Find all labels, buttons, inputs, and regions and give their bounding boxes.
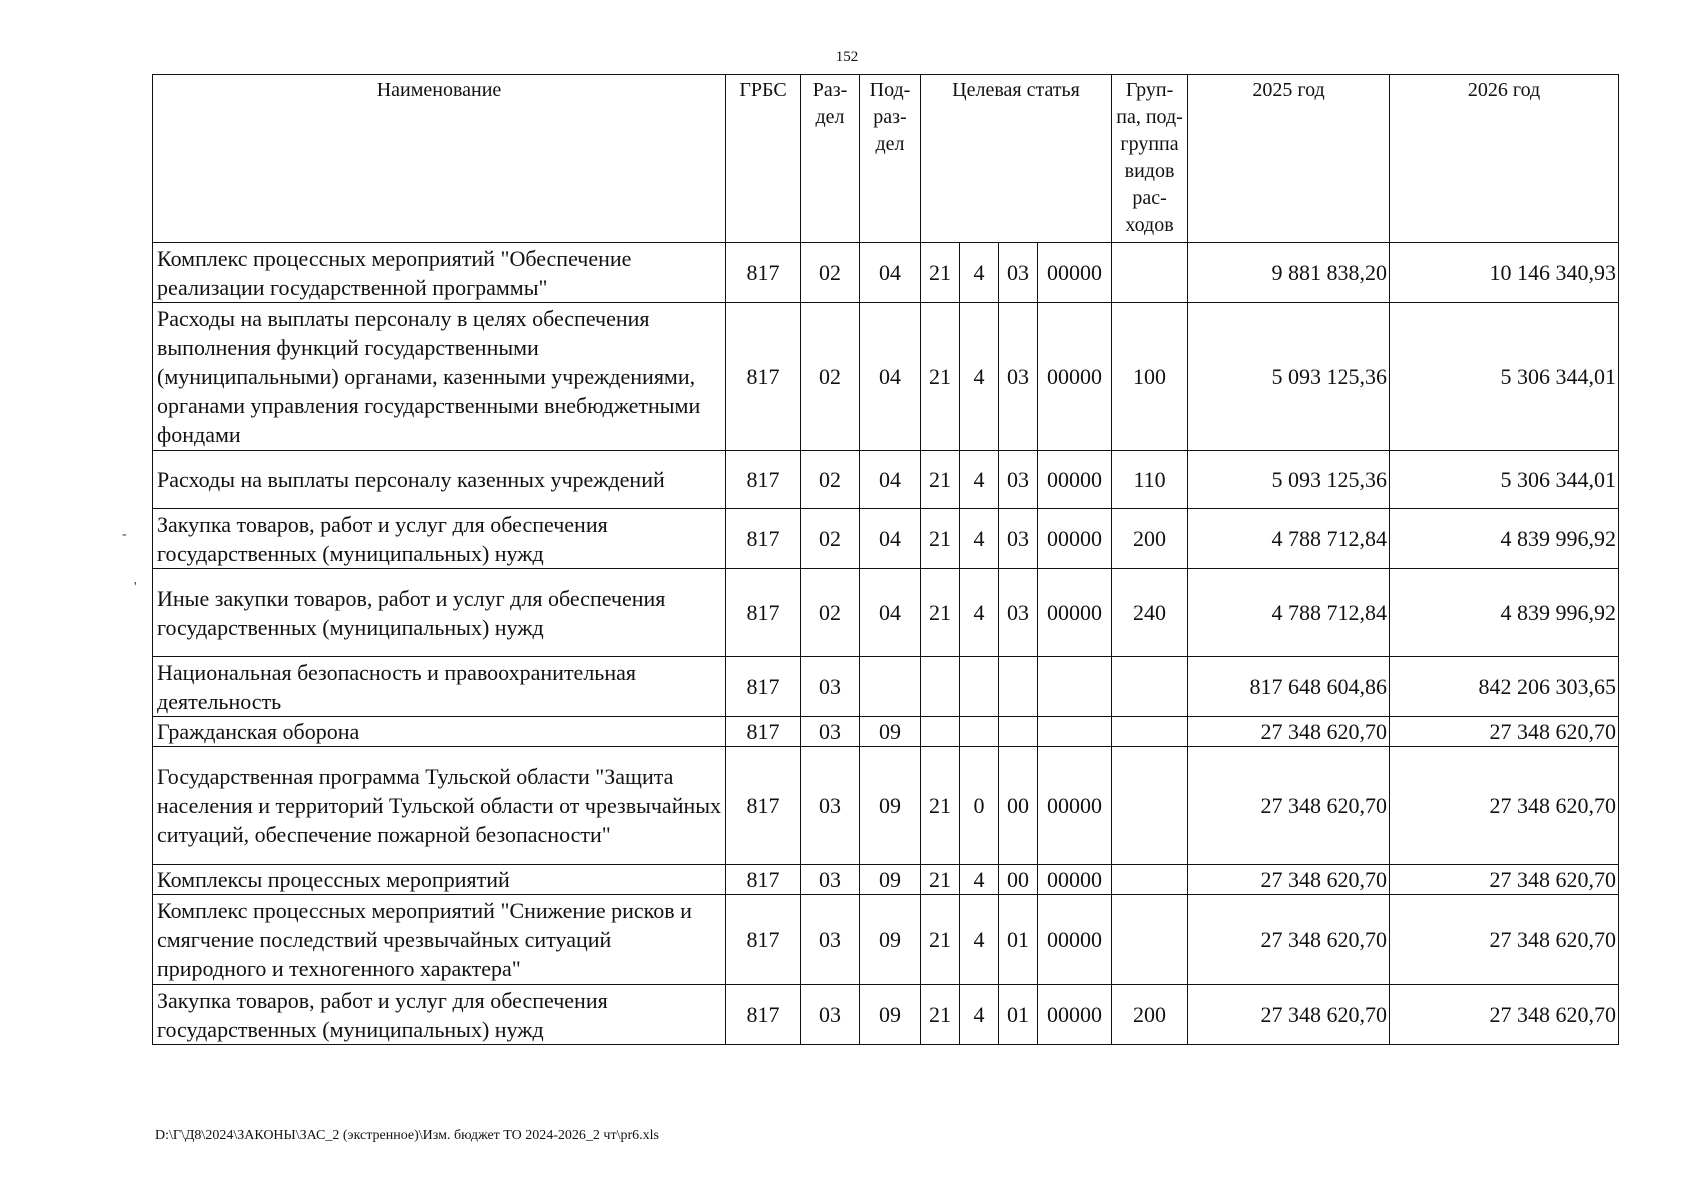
page-number: 152: [835, 49, 859, 65]
cell-grbs: 817: [726, 747, 801, 865]
table-row: [153, 509, 1619, 569]
cell-direction: 00000: [1038, 747, 1112, 865]
cell-grbs: 817: [726, 657, 801, 717]
cell-vid-raskhodov: 240: [1112, 569, 1188, 657]
cell-direction: 00000: [1038, 303, 1112, 451]
cell-grbs: 817: [726, 303, 801, 451]
cell-program: 21: [921, 865, 960, 895]
cell-vid-raskhodov: 200: [1112, 985, 1188, 1045]
cell-2025: 27 348 620,70: [1188, 895, 1390, 985]
cell-direction: [1038, 657, 1112, 717]
cell-direction: 00000: [1038, 865, 1112, 895]
header-podrazdel: Под- раз- дел: [860, 75, 921, 243]
header-name: Наименование: [153, 75, 726, 243]
cell-2026: 27 348 620,70: [1390, 747, 1619, 865]
cell-grbs: 817: [726, 509, 801, 569]
cell-program: 21: [921, 509, 960, 569]
cell-direction: 00000: [1038, 451, 1112, 509]
table-row: [153, 747, 1619, 865]
cell-razdel: 02: [801, 451, 860, 509]
cell-2025: 817 648 604,86: [1188, 657, 1390, 717]
cell-program: [921, 717, 960, 747]
table-row: [153, 865, 1619, 895]
cell-name: Расходы на выплаты персоналу в целях обеспечения выполнения функций государственными (муниципальными) органами, казенными учреждениями, органами управления государственными внебюджетными фондами: [153, 303, 726, 451]
cell-grbs: 817: [726, 569, 801, 657]
cell-vid-raskhodov: [1112, 747, 1188, 865]
cell-razdel: 02: [801, 303, 860, 451]
cell-name: Закупка товаров, работ и услуг для обеспечения государственных (муниципальных) нужд: [153, 985, 726, 1045]
cell-program: [921, 657, 960, 717]
header-2025: 2025 год: [1188, 75, 1390, 243]
cell-grbs: 817: [726, 865, 801, 895]
cell-2026: 4 839 996,92: [1390, 509, 1619, 569]
cell-type: 4: [960, 985, 999, 1045]
cell-2025: 9 881 838,20: [1188, 243, 1390, 303]
cell-type: 4: [960, 865, 999, 895]
cell-razdel: 03: [801, 717, 860, 747]
cell-name: Комплекс процессных мероприятий "Обеспечение реализации государственной программы": [153, 243, 726, 303]
header-2026: 2026 год: [1390, 75, 1619, 243]
cell-2025: 27 348 620,70: [1188, 985, 1390, 1045]
cell-podrazdel: 04: [860, 569, 921, 657]
table-row: [153, 451, 1619, 509]
cell-name: Расходы на выплаты персоналу казенных учреждений: [153, 451, 726, 509]
cell-direction: [1038, 717, 1112, 747]
cell-razdel: 02: [801, 509, 860, 569]
cell-name: Иные закупки товаров, работ и услуг для обеспечения государственных (муниципальных) нужд: [153, 569, 726, 657]
cell-podrazdel: 09: [860, 865, 921, 895]
cell-2026: 27 348 620,70: [1390, 865, 1619, 895]
cell-name: Комплексы процессных мероприятий: [153, 865, 726, 895]
cell-vid-raskhodov: 200: [1112, 509, 1188, 569]
header-grbs: ГРБС: [726, 75, 801, 243]
cell-program: 21: [921, 569, 960, 657]
cell-direction: 00000: [1038, 509, 1112, 569]
cell-2026: 4 839 996,92: [1390, 569, 1619, 657]
header-gruppa-vidov-raskhodov: Груп- па, под- группа видов рас- ходов: [1112, 75, 1188, 243]
cell-program: 21: [921, 451, 960, 509]
cell-name: Гражданская оборона: [153, 717, 726, 747]
cell-program: 21: [921, 303, 960, 451]
budget-table: [152, 74, 1619, 1045]
cell-podrazdel: 09: [860, 895, 921, 985]
cell-razdel: 02: [801, 569, 860, 657]
cell-name: Закупка товаров, работ и услуг для обеспечения государственных (муниципальных) нужд: [153, 509, 726, 569]
cell-type: 4: [960, 895, 999, 985]
cell-vid-raskhodov: 110: [1112, 451, 1188, 509]
cell-grbs: 817: [726, 717, 801, 747]
cell-razdel: 03: [801, 865, 860, 895]
table-row: [153, 717, 1619, 747]
cell-complex: 01: [999, 985, 1038, 1045]
cell-type: 4: [960, 303, 999, 451]
table-row: [153, 657, 1619, 717]
cell-grbs: 817: [726, 451, 801, 509]
cell-2026: 842 206 303,65: [1390, 657, 1619, 717]
table-row: [153, 243, 1619, 303]
cell-2025: 5 093 125,36: [1188, 303, 1390, 451]
cell-podrazdel: 09: [860, 717, 921, 747]
cell-2026: 10 146 340,93: [1390, 243, 1619, 303]
cell-vid-raskhodov: [1112, 657, 1188, 717]
cell-complex: 01: [999, 895, 1038, 985]
cell-type: [960, 657, 999, 717]
cell-razdel: 03: [801, 985, 860, 1045]
cell-direction: 00000: [1038, 243, 1112, 303]
cell-vid-raskhodov: [1112, 717, 1188, 747]
cell-2025: 27 348 620,70: [1188, 717, 1390, 747]
cell-2026: 5 306 344,01: [1390, 303, 1619, 451]
cell-podrazdel: 04: [860, 451, 921, 509]
cell-type: 4: [960, 509, 999, 569]
cell-complex: [999, 657, 1038, 717]
cell-podrazdel: 09: [860, 747, 921, 865]
cell-name: Комплекс процессных мероприятий "Снижение рисков и смягчение последствий чрезвычайных ситуаций природного и техногенного характера": [153, 895, 726, 985]
cell-2026: 27 348 620,70: [1390, 895, 1619, 985]
cell-program: 21: [921, 747, 960, 865]
cell-program: 21: [921, 895, 960, 985]
header-row: [153, 75, 1619, 243]
header-celevaya-statya: Целевая статья: [921, 75, 1112, 243]
cell-direction: 00000: [1038, 569, 1112, 657]
cell-complex: 00: [999, 865, 1038, 895]
cell-direction: 00000: [1038, 895, 1112, 985]
scan-mark: -: [122, 527, 127, 542]
cell-razdel: 03: [801, 657, 860, 717]
cell-complex: 03: [999, 569, 1038, 657]
cell-razdel: 03: [801, 895, 860, 985]
cell-vid-raskhodov: 100: [1112, 303, 1188, 451]
cell-type: 4: [960, 243, 999, 303]
cell-grbs: 817: [726, 895, 801, 985]
cell-2025: 4 788 712,84: [1188, 509, 1390, 569]
cell-type: 4: [960, 569, 999, 657]
cell-complex: 00: [999, 747, 1038, 865]
cell-podrazdel: 04: [860, 303, 921, 451]
cell-razdel: 02: [801, 243, 860, 303]
cell-complex: 03: [999, 509, 1038, 569]
cell-vid-raskhodov: [1112, 865, 1188, 895]
cell-program: 21: [921, 243, 960, 303]
cell-grbs: 817: [726, 243, 801, 303]
cell-name: Национальная безопасность и правоохранительная деятельность: [153, 657, 726, 717]
cell-name: Государственная программа Тульской области "Защита населения и территорий Тульской области от чрезвычайных ситуаций, обеспечение пожарной безопасности": [153, 747, 726, 865]
cell-complex: 03: [999, 243, 1038, 303]
cell-2026: 27 348 620,70: [1390, 717, 1619, 747]
cell-podrazdel: 04: [860, 243, 921, 303]
cell-complex: [999, 717, 1038, 747]
cell-vid-raskhodov: [1112, 243, 1188, 303]
cell-podrazdel: [860, 657, 921, 717]
table-row: [153, 985, 1619, 1045]
cell-direction: 00000: [1038, 985, 1112, 1045]
cell-complex: 03: [999, 303, 1038, 451]
cell-2025: 27 348 620,70: [1188, 865, 1390, 895]
cell-2025: 27 348 620,70: [1188, 747, 1390, 865]
scan-mark: ': [134, 580, 137, 595]
cell-grbs: 817: [726, 985, 801, 1045]
footer-file-path: D:\Г\Д8\2024\ЗАКОНЫ\ЗАС_2 (экстренное)\Изм. бюджет ТО 2024-2026_2 чт\pr6.xls: [155, 1128, 659, 1143]
table-row: [153, 895, 1619, 985]
cell-vid-raskhodov: [1112, 895, 1188, 985]
cell-razdel: 03: [801, 747, 860, 865]
table-row: [153, 303, 1619, 451]
cell-program: 21: [921, 985, 960, 1045]
cell-2025: 4 788 712,84: [1188, 569, 1390, 657]
header-razdel: Раз- дел: [801, 75, 860, 243]
table-row: [153, 569, 1619, 657]
cell-podrazdel: 04: [860, 509, 921, 569]
cell-podrazdel: 09: [860, 985, 921, 1045]
cell-2025: 5 093 125,36: [1188, 451, 1390, 509]
cell-2026: 5 306 344,01: [1390, 451, 1619, 509]
cell-type: [960, 717, 999, 747]
cell-2026: 27 348 620,70: [1390, 985, 1619, 1045]
cell-complex: 03: [999, 451, 1038, 509]
cell-type: 4: [960, 451, 999, 509]
cell-type: 0: [960, 747, 999, 865]
